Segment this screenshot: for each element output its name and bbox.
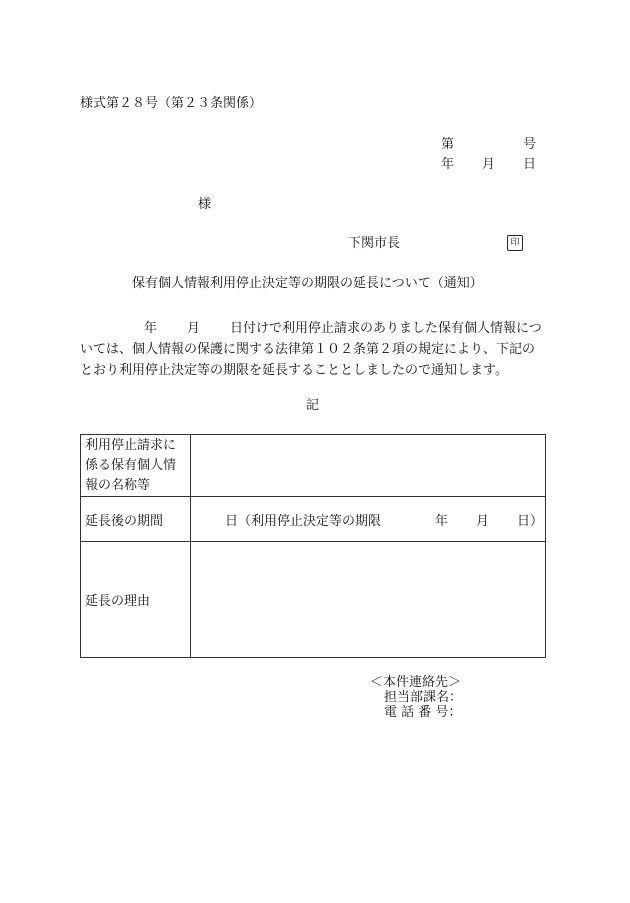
document-number-prefix: 第: [441, 137, 455, 152]
period-day: 日（利用停止決定等の期限: [225, 513, 382, 529]
date-day: 日: [523, 157, 537, 172]
info-name-label-line: 報の名称等: [85, 478, 151, 493]
info-name-label-cell: [81, 435, 191, 497]
body-year: 年: [144, 321, 158, 336]
date-year: 年: [441, 157, 455, 172]
body-line-1-rest: 日付けで利用停止請求のありました保有個人情報につ: [230, 321, 542, 336]
extension-reason-value-cell[interactable]: [191, 542, 546, 658]
table-row: [81, 542, 546, 658]
body-paragraph: [80, 318, 550, 381]
body-line-2: いては、個人情報の保護に関する法律第１０２条第２項の規定により、下記の: [80, 342, 536, 357]
extended-period-label: 延長後の期間: [81, 497, 191, 542]
body-month: 月: [187, 321, 201, 336]
contact-block: [370, 675, 462, 720]
document-title: 保有個人情報利用停止決定等の期限の延長について（通知）: [132, 276, 483, 291]
info-name-label-line: 係る保有個人情: [85, 458, 177, 473]
document-number-suffix: 号: [523, 137, 537, 152]
period-month: 月: [476, 513, 490, 529]
date-month: 月: [482, 157, 496, 172]
seal-mark: 印: [507, 235, 523, 251]
period-year: 年: [435, 513, 449, 529]
table-row: [81, 497, 546, 542]
period-end: 日）: [517, 513, 544, 529]
form-number: 様式第２８号（第２３条関係）: [80, 96, 263, 111]
info-name-label-line: 利用停止請求に: [85, 438, 177, 453]
extension-reason-label: 延長の理由: [81, 542, 191, 658]
body-line-1: [80, 318, 550, 339]
detail-table: [80, 434, 546, 658]
contact-phone: 電 話 番 号：: [384, 705, 462, 720]
sender-mayor: 下関市長: [348, 236, 401, 251]
contact-heading: ＜本件連絡先＞: [370, 675, 462, 690]
ki-heading: 記: [306, 398, 320, 413]
contact-department: 担当部課名：: [384, 690, 463, 705]
table-row: [81, 435, 546, 497]
addressee-honorific: 様: [198, 197, 212, 212]
extended-period-value-cell[interactable]: [191, 497, 546, 542]
info-name-value-cell[interactable]: [191, 435, 546, 497]
body-line-3: とおり利用停止決定等の期限を延長することとしましたので通知します。: [80, 363, 508, 378]
